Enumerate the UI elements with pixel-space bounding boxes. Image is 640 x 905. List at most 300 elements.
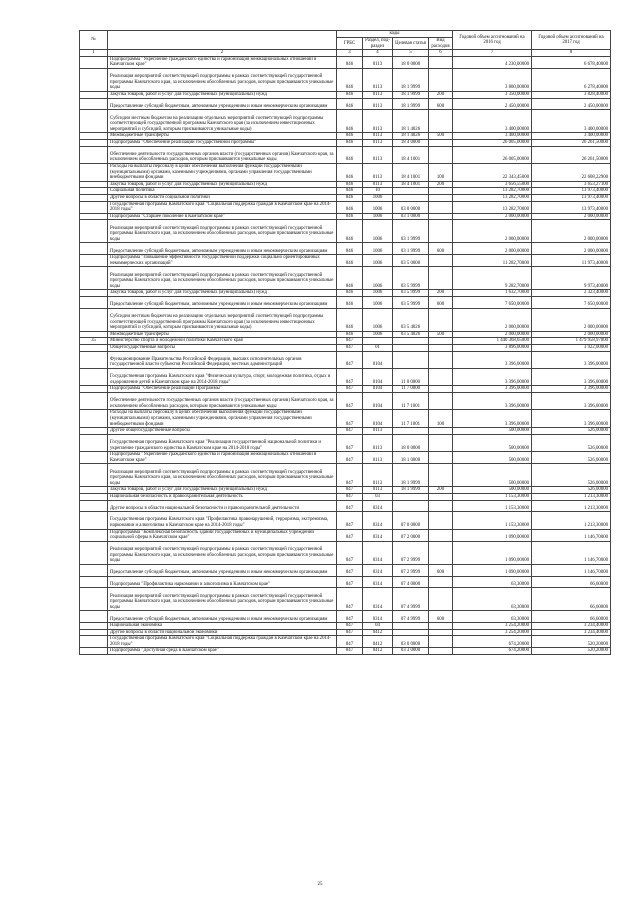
row-expense-type: 200 <box>429 290 453 297</box>
row-name: Реализация мероприятий соответствующей подпрограммы в рамках соответствующей государственной программы Камчатского края, за исключением обособленных расходов, которым присваиваются уникальные коды <box>108 267 337 290</box>
row-expense-type: 100 <box>429 410 453 428</box>
row-section: 1006 <box>363 331 393 338</box>
row-name: Государственная программа Камчатского края "Физическая культура, спорт, молодежная политика, отдых и оздоровление детей в Камчатском крае на 2014-2018 годы" <box>108 368 337 385</box>
row-target <box>393 500 429 512</box>
row-expense-type <box>429 188 453 195</box>
row-expense-type <box>429 434 453 451</box>
row-grbs: 846 <box>337 181 363 188</box>
row-name: Государственная программа Камчатского края "Профилактика правонарушений, терроризма, экстремизма, наркомании и алкоголизма в Камчатском крае на 2014-2018 годы" <box>108 512 337 529</box>
row-name: Обеспечение деятельности государственных органов власти (государственных органов) Камчатского края, за исключением обособленных расходов, которым присваиваются уникальные коды <box>108 146 337 163</box>
row-expense-type <box>429 512 453 529</box>
row-volume-2016: 500,00000 <box>453 452 532 464</box>
row-expense-type <box>429 344 453 351</box>
row-volume-2016: 3 396,00000 <box>453 368 532 385</box>
row-target: 03 5 4026 <box>393 308 429 331</box>
row-volume-2016: 26 005,00000 <box>453 146 532 163</box>
row-grbs: 846 <box>337 213 363 220</box>
row-name: Закупка товаров, работ и услуг для государственных (муниципальных) нужд <box>108 181 337 188</box>
row-number <box>80 213 108 220</box>
row-grbs: 846 <box>337 308 363 331</box>
row-section: 0104 <box>363 351 393 368</box>
row-section: 0113 <box>363 110 393 133</box>
row-target: 11 7 1001 <box>393 392 429 409</box>
row-expense-type <box>429 623 453 630</box>
row-number <box>80 297 108 309</box>
row-number <box>80 201 108 213</box>
row-volume-2017: 1 213,30000 <box>532 500 611 512</box>
row-volume-2017: 66,60000 <box>532 588 611 611</box>
row-volume-2016: 7 650,00000 <box>453 297 532 309</box>
row-target: 18 1 4026 <box>393 110 429 133</box>
row-volume-2016: 1 090,00000 <box>453 564 532 576</box>
row-volume-2016: 1 440 368,65000 <box>453 338 532 345</box>
row-volume-2016: 26 005,00000 <box>453 140 532 147</box>
row-grbs: 846 <box>337 297 363 309</box>
row-volume-2016: 13 282,70000 <box>453 188 532 195</box>
table-row <box>80 68 611 91</box>
row-section: 10 <box>363 188 393 195</box>
row-section: 0113 <box>363 56 393 68</box>
row-target: 18 1 0000 <box>393 452 429 464</box>
row-grbs: 847 <box>337 529 363 541</box>
row-grbs: 846 <box>337 140 363 147</box>
row-volume-2017: 6 278,40000 <box>532 68 611 91</box>
row-number <box>80 564 108 576</box>
table-row <box>80 220 611 243</box>
row-grbs: 846 <box>337 68 363 91</box>
table-row <box>80 201 611 213</box>
row-volume-2017: 526,00000 <box>532 428 611 435</box>
row-volume-2016: 3 396,00000 <box>453 410 532 428</box>
row-target: 03 1 0000 <box>393 213 429 220</box>
row-name: Подпрограмма "Укрепление гражданского единства и гармонизация межнациональных отношений в Камчатском крае" <box>108 452 337 464</box>
row-target: 11 7 0000 <box>393 386 429 393</box>
row-grbs: 846 <box>337 290 363 297</box>
row-target: 18 1 9999 <box>393 68 429 91</box>
row-target: 18 4 0000 <box>393 140 429 147</box>
row-expense-type <box>429 267 453 290</box>
row-grbs: 847 <box>337 541 363 564</box>
row-section: 0314 <box>363 588 393 611</box>
table-row <box>80 92 611 99</box>
row-volume-2017: 7 650,00000 <box>532 297 611 309</box>
row-target: 07 4 0000 <box>393 576 429 588</box>
row-number <box>80 428 108 435</box>
row-name: Государственная программа Камчатского края "Социальная поддержка граждан в Камчатском крае на 2014-2018 годы" <box>108 201 337 213</box>
table-body <box>80 56 611 654</box>
row-volume-2016: 9 282,70000 <box>453 267 532 290</box>
row-target: 03 5 9999 <box>393 267 429 290</box>
row-volume-2016: 3 400,00000 <box>453 110 532 133</box>
row-volume-2016: 2 000,00000 <box>453 331 532 338</box>
row-grbs: 847 <box>337 410 363 428</box>
row-name: Реализация мероприятий соответствующей подпрограммы в рамках соответствующей государственной программы Камчатского края, за исключением обособленных расходов, которым присваиваются уникальные коды <box>108 68 337 91</box>
header-name <box>108 31 337 50</box>
row-number <box>80 133 108 140</box>
row-number <box>80 629 108 636</box>
row-grbs: 847 <box>337 392 363 409</box>
row-volume-2017: 3 396,00000 <box>532 351 611 368</box>
row-volume-2017: 9 973,40000 <box>532 267 611 290</box>
row-name: Предоставление субсидий бюджетным, автономным учреждениям и иным некоммерческим организациям <box>108 297 337 309</box>
row-expense-type: 200 <box>429 92 453 99</box>
table-row <box>80 290 611 297</box>
header-index: 8 <box>532 50 611 57</box>
row-expense-type: 600 <box>429 611 453 623</box>
row-grbs: 847 <box>337 338 363 345</box>
header-index: 4 <box>363 50 393 57</box>
table-header <box>80 31 611 57</box>
row-volume-2017: 3 396,00000 <box>532 368 611 385</box>
row-expense-type <box>429 68 453 91</box>
table-row <box>80 267 611 290</box>
row-number <box>80 146 108 163</box>
row-volume-2017: 3 234,40000 <box>532 623 611 630</box>
row-target: 18 1 4026 <box>393 133 429 140</box>
row-grbs: 847 <box>337 434 363 451</box>
row-volume-2017: 13 973,40000 <box>532 188 611 195</box>
table-row <box>80 386 611 393</box>
table-row <box>80 500 611 512</box>
row-section: 0113 <box>363 140 393 147</box>
row-name: Подпрограмма "Профилактика наркомании и алкоголизма в Камчатском крае" <box>108 576 337 588</box>
row-grbs: 847 <box>337 500 363 512</box>
header-index: 2 <box>108 50 337 57</box>
table-row <box>80 529 611 541</box>
row-expense-type <box>429 351 453 368</box>
row-volume-2016: 3 396,00000 <box>453 351 532 368</box>
row-target: 03 1 9999 <box>393 243 429 255</box>
row-grbs: 846 <box>337 255 363 267</box>
row-volume-2017: 2 000,00000 <box>532 308 611 331</box>
row-target: 18 1 9999 <box>393 98 429 110</box>
row-section: 1006 <box>363 297 393 309</box>
table-row <box>80 576 611 588</box>
row-expense-type <box>429 452 453 464</box>
row-section: 0314 <box>363 541 393 564</box>
row-expense-type <box>429 255 453 267</box>
row-number <box>80 464 108 487</box>
row-grbs: 846 <box>337 133 363 140</box>
row-expense-type <box>429 500 453 512</box>
row-number <box>80 194 108 201</box>
header-grbs: ГРБС <box>337 38 363 50</box>
row-volume-2017: 526,00000 <box>532 434 611 451</box>
table-row <box>80 255 611 267</box>
row-target: 18 1 9999 <box>393 92 429 99</box>
row-volume-2017: 3 400,00000 <box>532 133 611 140</box>
row-section: 0314 <box>363 500 393 512</box>
row-section: 0113 <box>363 164 393 182</box>
page-number: 25 <box>317 882 323 887</box>
row-expense-type <box>429 213 453 220</box>
row-volume-2016: 2 000,00000 <box>453 220 532 243</box>
row-target: 07 0 0000 <box>393 512 429 529</box>
table-row <box>80 133 611 140</box>
row-number <box>80 487 108 494</box>
row-volume-2016: 13 282,70000 <box>453 201 532 213</box>
row-section: 01 <box>363 344 393 351</box>
budget-table <box>79 30 611 655</box>
row-grbs: 847 <box>337 512 363 529</box>
row-number <box>80 188 108 195</box>
row-number: 35 <box>80 338 108 345</box>
row-target: 18 4 1001 <box>393 181 429 188</box>
row-grbs: 846 <box>337 331 363 338</box>
row-volume-2016: 1 090,00000 <box>453 541 532 564</box>
row-grbs: 846 <box>337 146 363 163</box>
table-row <box>80 564 611 576</box>
row-volume-2017: 526,00000 <box>532 452 611 464</box>
row-number <box>80 410 108 428</box>
header-target: Целевая статья <box>393 38 429 50</box>
row-name: Подпрограмма "Обеспечение реализации Программы" <box>108 386 337 393</box>
row-section: 03 <box>363 493 393 500</box>
row-target <box>393 338 429 345</box>
row-expense-type <box>429 308 453 331</box>
row-expense-type <box>429 576 453 588</box>
row-expense-type <box>429 648 453 655</box>
row-number <box>80 611 108 623</box>
row-volume-2017: 3 828,40000 <box>532 92 611 99</box>
row-section: 0314 <box>363 576 393 588</box>
row-expense-type <box>429 338 453 345</box>
table-row <box>80 297 611 309</box>
row-target <box>393 344 429 351</box>
header-index: 3 <box>337 50 363 57</box>
row-grbs: 847 <box>337 368 363 385</box>
row-target: 03 5 9999 <box>393 297 429 309</box>
row-target: 03 0 0000 <box>393 201 429 213</box>
row-target: 18 4 1001 <box>393 146 429 163</box>
row-volume-2017: 2 000,00000 <box>532 213 611 220</box>
row-number <box>80 386 108 393</box>
row-volume-2016: 1 632,70000 <box>453 290 532 297</box>
row-volume-2016: 2 450,00000 <box>453 98 532 110</box>
row-expense-type <box>429 464 453 487</box>
row-target: 07 2 9999 <box>393 541 429 564</box>
row-expense-type <box>429 56 453 68</box>
row-name: Подпрограмма "Доступная среда в Камчатском крае" <box>108 648 337 655</box>
row-number <box>80 392 108 409</box>
row-number <box>80 98 108 110</box>
row-expense-type <box>429 541 453 564</box>
table-row <box>80 464 611 487</box>
table-row <box>80 541 611 564</box>
row-expense-type <box>429 220 453 243</box>
row-expense-type <box>429 636 453 648</box>
row-volume-2016: 3 396,00000 <box>453 386 532 393</box>
table-row <box>80 181 611 188</box>
header-section: Раздел, под-раздел <box>363 38 393 50</box>
table-row <box>80 636 611 648</box>
row-number <box>80 541 108 564</box>
table-row <box>80 338 611 345</box>
row-volume-2016: 63,30000 <box>453 576 532 588</box>
row-volume-2017: 2 450,00000 <box>532 98 611 110</box>
row-expense-type <box>429 629 453 636</box>
row-volume-2016: 500,00000 <box>453 487 532 494</box>
row-grbs: 847 <box>337 452 363 464</box>
row-grbs: 847 <box>337 564 363 576</box>
table-row <box>80 588 611 611</box>
row-expense-type: 600 <box>429 297 453 309</box>
row-grbs: 846 <box>337 92 363 99</box>
table-row <box>80 434 611 451</box>
row-expense-type: 500 <box>429 331 453 338</box>
row-section: 0412 <box>363 636 393 648</box>
row-grbs: 847 <box>337 611 363 623</box>
row-volume-2017: 2 323,40000 <box>532 290 611 297</box>
table-row <box>80 512 611 529</box>
row-name: Предоставление субсидий бюджетным, автономным учреждениям и иным некоммерческим организациям <box>108 611 337 623</box>
row-name: Обеспечение деятельности государственных органов власти (государственных органов) Камчатского края, за исключением обособленных расходов, которым присваиваются уникальные коды <box>108 392 337 409</box>
row-target <box>393 188 429 195</box>
row-volume-2016: 3 350,00000 <box>453 92 532 99</box>
row-expense-type <box>429 493 453 500</box>
row-grbs: 846 <box>337 188 363 195</box>
row-volume-2016: 4 230,00000 <box>453 56 532 68</box>
row-section <box>363 338 393 345</box>
row-section: 0113 <box>363 434 393 451</box>
row-section: 0113 <box>363 428 393 435</box>
row-target: 03 5 4026 <box>393 331 429 338</box>
row-name: Закупка товаров, работ и услуг для государственных (муниципальных) нужд <box>108 92 337 99</box>
row-name: Реализация мероприятий соответствующей подпрограммы в рамках соответствующей государственной программы Камчатского края, за исключением обособленных расходов, которым присваиваются уникальные коды <box>108 464 337 487</box>
row-volume-2017: 13 973,40000 <box>532 194 611 201</box>
table-row <box>80 392 611 409</box>
table-row <box>80 629 611 636</box>
row-grbs: 846 <box>337 220 363 243</box>
row-expense-type <box>429 194 453 201</box>
table-row <box>80 331 611 338</box>
row-volume-2017: 11 973,40000 <box>532 255 611 267</box>
row-grbs: 846 <box>337 243 363 255</box>
row-target <box>393 493 429 500</box>
table-row <box>80 308 611 331</box>
row-name: Реализация мероприятий соответствующей подпрограммы в рамках соответствующей государственной программы Камчатского края, за исключением обособленных расходов, которым присваиваются уникальные коды <box>108 588 337 611</box>
row-section: 0104 <box>363 410 393 428</box>
row-volume-2016: 500,00000 <box>453 428 532 435</box>
row-target: 11 7 1001 <box>393 410 429 428</box>
row-section: 1006 <box>363 213 393 220</box>
row-grbs: 847 <box>337 351 363 368</box>
header-expense-type: Вид расходов <box>429 38 453 50</box>
row-volume-2016: 2 000,00000 <box>453 243 532 255</box>
row-volume-2017: 26 261,50000 <box>532 140 611 147</box>
row-volume-2017: 1 146,70000 <box>532 564 611 576</box>
row-volume-2017: 13 973,40000 <box>532 201 611 213</box>
row-name: Другие общегосударственные вопросы <box>108 428 337 435</box>
row-section: 1006 <box>363 201 393 213</box>
table-row <box>80 188 611 195</box>
row-section: 1006 <box>363 243 393 255</box>
row-volume-2016: 3 400,00000 <box>453 133 532 140</box>
row-section: 0113 <box>363 92 393 99</box>
row-expense-type: 100 <box>429 164 453 182</box>
row-section: 1006 <box>363 194 393 201</box>
table-row <box>80 164 611 182</box>
row-name: Предоставление субсидий бюджетным, автономным учреждениям и иным некоммерческим организациям <box>108 564 337 576</box>
row-target <box>393 428 429 435</box>
row-target: 03 5 0000 <box>393 255 429 267</box>
row-section: 1006 <box>363 255 393 267</box>
row-section: 0113 <box>363 133 393 140</box>
row-volume-2016: 11 282,70000 <box>453 255 532 267</box>
row-volume-2017: 66,60000 <box>532 576 611 588</box>
table-row <box>80 452 611 464</box>
row-volume-2017: 2 000,00000 <box>532 243 611 255</box>
row-number <box>80 331 108 338</box>
row-expense-type <box>429 201 453 213</box>
table-row <box>80 56 611 68</box>
row-number <box>80 56 108 68</box>
row-target: 03 0 0000 <box>393 636 429 648</box>
row-grbs: 846 <box>337 267 363 290</box>
row-name: Закупка товаров, работ и услуг для государственных (муниципальных) нужд <box>108 290 337 297</box>
row-target: 07 4 9999 <box>393 588 429 611</box>
row-volume-2017: 520,20000 <box>532 636 611 648</box>
row-target <box>393 623 429 630</box>
row-name: Министерство спорта и молодежной политики Камчатского края <box>108 338 337 345</box>
row-volume-2017: 3 400,00000 <box>532 110 611 133</box>
row-volume-2016: 674,20000 <box>453 636 532 648</box>
row-volume-2016: 500,00000 <box>453 464 532 487</box>
row-grbs: 847 <box>337 648 363 655</box>
header-number: № <box>80 31 108 50</box>
row-name: Государственная программа Камчатского края "Социальная поддержка граждан в Камчатском крае на 2014-2018 годы" <box>108 636 337 648</box>
table-row <box>80 344 611 351</box>
row-number <box>80 308 108 331</box>
row-number <box>80 493 108 500</box>
row-target: 18 0 0000 <box>393 56 429 68</box>
table-row <box>80 98 611 110</box>
table-row <box>80 410 611 428</box>
row-volume-2017: 3 396,00000 <box>532 386 611 393</box>
row-grbs: 846 <box>337 164 363 182</box>
row-grbs: 847 <box>337 344 363 351</box>
row-volume-2017: 3 653,27100 <box>532 181 611 188</box>
row-number <box>80 351 108 368</box>
row-grbs: 847 <box>337 636 363 648</box>
row-name: Предоставление субсидий бюджетным, автономным учреждениям и иным некоммерческим организациям <box>108 243 337 255</box>
row-section: 1006 <box>363 267 393 290</box>
row-name: Расходы на выплаты персоналу в целях обеспечения выполнения функций государственными (муниципальными) органами, казенными учреждениями, органами управления государственными внебюджетными фондами <box>108 410 337 428</box>
row-volume-2017: 3 234,40000 <box>532 629 611 636</box>
row-grbs: 847 <box>337 428 363 435</box>
row-expense-type: 600 <box>429 98 453 110</box>
row-name: Подпрограмма "Укрепление гражданского единства и гармонизация межнациональных отношений в Камчатском крае" <box>108 56 337 68</box>
table-row <box>80 611 611 623</box>
table-row <box>80 428 611 435</box>
table-row <box>80 243 611 255</box>
row-name: Субсидии местным бюджетам на реализацию отдельных мероприятий соответствующей подпрограммы соответствующей государственной программы Камчатского края (за исключением инвестиционных мероприятий и субсидий, которым присваиваются уникальные коды) <box>108 110 337 133</box>
row-number <box>80 636 108 648</box>
table-row <box>80 140 611 147</box>
row-target <box>393 194 429 201</box>
row-number <box>80 255 108 267</box>
row-volume-2017: 2 000,00000 <box>532 220 611 243</box>
row-grbs: 846 <box>337 56 363 68</box>
row-grbs: 847 <box>337 493 363 500</box>
table-row <box>80 648 611 655</box>
row-name: Расходы на выплаты персоналу в целях обеспечения выполнения функций государственными (муниципальными) органами, казенными учреждениями, органами управления государственными внебюджетными фондами <box>108 164 337 182</box>
row-grbs: 847 <box>337 623 363 630</box>
row-target: 03 1 9999 <box>393 220 429 243</box>
row-name: Реализация мероприятий соответствующей подпрограммы в рамках соответствующей государственной программы Камчатского края, за исключением обособленных расходов, которым присваиваются уникальные коды <box>108 541 337 564</box>
row-section: 0412 <box>363 648 393 655</box>
row-expense-type <box>429 386 453 393</box>
